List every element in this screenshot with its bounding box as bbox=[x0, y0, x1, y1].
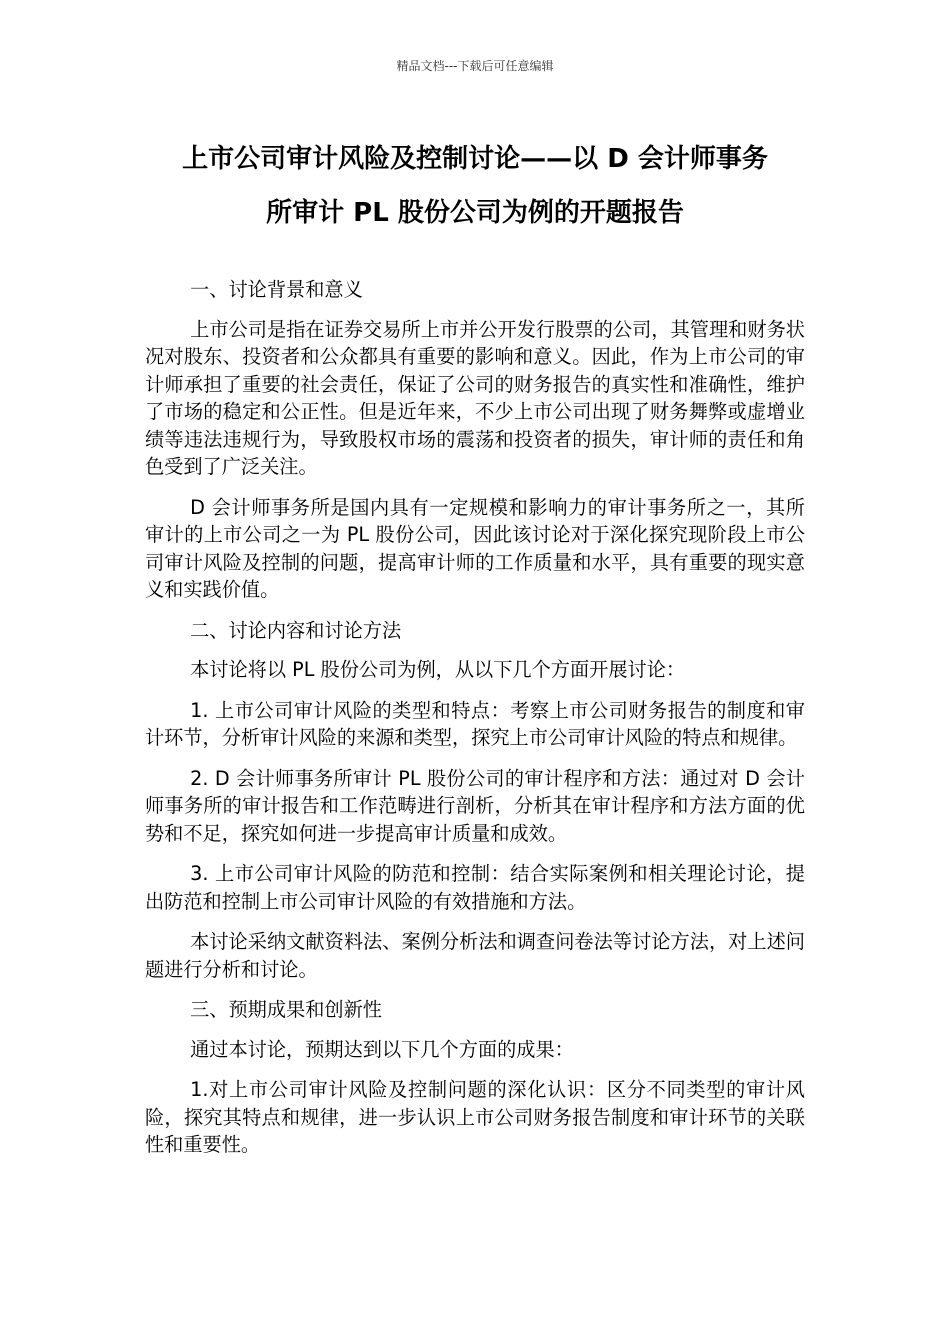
title-line-2: 所审计 PL 股份公司为例的开题报告 bbox=[266, 198, 684, 228]
list-item-2: 2. D 会计师事务所审计 PL 股份公司的审计程序和方法：通过对 D 会计师事务所的审计报告和工作范畴进行剖析，分析其在审计程序和方法方面的优势和不足，探究如何进一步提高审计质量和成效。 bbox=[145, 766, 805, 845]
list-item-3: 3. 上市公司审计风险的防范和控制：结合实际案例和相关理论讨论，提出防范和控制上市公司审计风险的有效措施和方法。 bbox=[145, 862, 805, 913]
section-heading-3: 三、预期成果和创新性 bbox=[190, 998, 382, 1021]
header-note: 精品文档---下载后可任意编辑 bbox=[396, 59, 554, 73]
body-paragraph: 通过本讨论，预期达到以下几个方面的成果： bbox=[190, 1037, 574, 1061]
section-heading-2: 二、讨论内容和讨论方法 bbox=[190, 618, 402, 642]
body-paragraph: 上市公司是指在证券交易所上市并公开发行股票的公司，其管理和财务状况对股东、投资者和公众都具有重要的影响和意义。因此，作为上市公司的审计师承担了重要的社会责任，保证了公司的财务报告的真实性和准确性，维护了市场的稳定和公正性。但是近年来，不少上市公司出现了财务舞弊或虚增业绩等违法违规行为，导致股权市场的震荡和投资者的损失，审计师的责任和角色受到了广泛关注。 bbox=[145, 317, 805, 478]
body-paragraph: 本讨论将以 PL 股份公司为例，从以下几个方面开展讨论： bbox=[190, 658, 686, 681]
list-item-outcome-1: 1.对上市公司审计风险及控制问题的深化认识：区分不同类型的审计风险，探究其特点和规律，进一步认识上市公司财务报告制度和审计环节的关联性和重要性。 bbox=[145, 1078, 805, 1156]
document-title bbox=[145, 132, 805, 240]
section-heading-1: 一、讨论背景和意义 bbox=[190, 278, 363, 301]
title-line-1: 上市公司审计风险及控制讨论——以 D 会计师事务 bbox=[182, 144, 768, 174]
body-paragraph: 本讨论采纳文献资料法、案例分析法和调查问卷法等讨论方法，对上述问题进行分析和讨论。 bbox=[145, 930, 805, 981]
list-item-1: 1. 上市公司审计风险的类型和特点：考察上市公司财务报告的制度和审计环节，分析审计风险的来源和类型，探究上市公司审计风险的特点和规律。 bbox=[145, 698, 805, 749]
body-paragraph: D 会计师事务所是国内具有一定规模和影响力的审计事务所之一，其所审计的上市公司之一为 PL 股份公司，因此该讨论对于深化探究现阶段上市公司审计风险及控制的问题，提高审计师的工作质量和水平，具有重要的现实意义和实践价值。 bbox=[145, 495, 805, 601]
document-body bbox=[145, 276, 805, 1172]
